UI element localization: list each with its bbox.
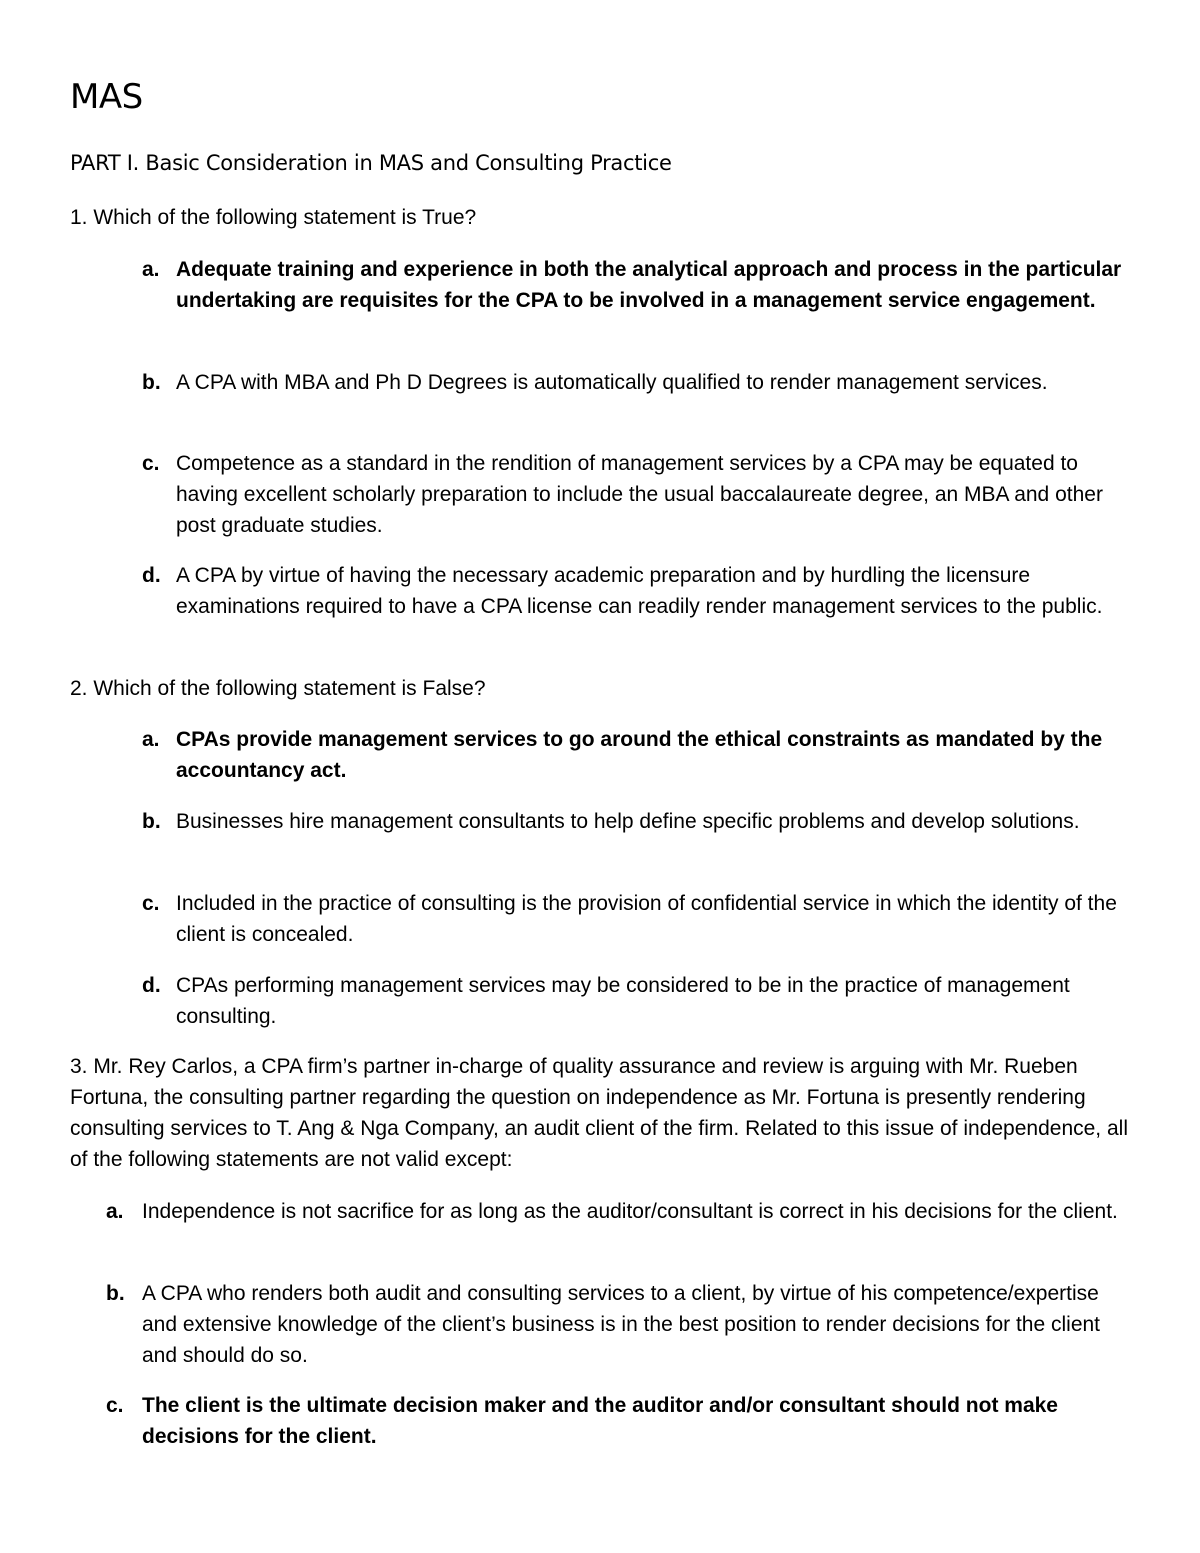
q1-choice-c xyxy=(142,448,1122,541)
choice-text: Adequate training and experience in both the analytical approach and process in the particular undertaking are requisites for the CPA to be involved in a management service engagement. xyxy=(176,258,1122,312)
choice-text: The client is the ultimate decision maker and the auditor and/or consultant should not make decisions for the client. xyxy=(142,1394,1058,1448)
q2-choice-b xyxy=(142,806,1122,837)
choice-text: CPAs provide management services to go around the ethical constraints as mandated by the accountancy act. xyxy=(176,728,1103,782)
q1-choice-d xyxy=(142,560,1122,622)
question-3: 3. Mr. Rey Carlos, a CPA firm’s partner in-charge of quality assurance and review is arguing with Mr. Rueben Fortuna, the consulting partner regarding the question on independence as Mr. Fortuna is presently rendering consulting services to T. Ang & Nga Company, an audit client of the firm. Related to this issue of independence, all of the following statements are not valid except: xyxy=(70,1055,1128,1171)
choice-text: CPAs performing management services may be considered to be in the practice of management consulting. xyxy=(176,974,1070,1028)
choice-text: Competence as a standard in the rendition of management services by a CPA may be equated to having excellent scholarly preparation to include the usual baccalaureate degree, an MBA and other post graduate studies. xyxy=(176,452,1103,537)
choice-letter: d. xyxy=(142,564,161,587)
choice-letter: c. xyxy=(142,452,160,475)
choice-text: Businesses hire management consultants to help define specific problems and develop solutions. xyxy=(176,810,1080,833)
part-heading: PART I. Basic Consideration in MAS and Consulting Practice xyxy=(70,151,672,175)
q1-choice-a xyxy=(142,254,1122,316)
choice-letter: b. xyxy=(142,810,161,833)
q3-choice-b xyxy=(106,1278,1136,1371)
choice-letter: a. xyxy=(106,1200,124,1223)
question-2: 2. Which of the following statement is False? xyxy=(70,677,486,700)
choice-letter: c. xyxy=(142,892,160,915)
q2-choice-a xyxy=(142,724,1122,786)
choice-letter: d. xyxy=(142,974,161,997)
q2-choice-c xyxy=(142,888,1122,950)
choice-text: Included in the practice of consulting is the provision of confidential service in which the identity of the client is concealed. xyxy=(176,892,1117,946)
choice-text: A CPA who renders both audit and consulting services to a client, by virtue of his competence/expertise and extensive knowledge of the client’s business is in the best position to render decisions for the client and should do so. xyxy=(142,1282,1101,1367)
choice-letter: a. xyxy=(142,258,160,281)
choice-letter: a. xyxy=(142,728,160,751)
question-1: 1. Which of the following statement is True? xyxy=(70,206,477,229)
choice-text: A CPA by virtue of having the necessary academic preparation and by hurdling the licensure examinations required to have a CPA license can readily render management services to the public. xyxy=(176,564,1103,618)
choice-text: A CPA with MBA and Ph D Degrees is automatically qualified to render management services. xyxy=(176,371,1048,394)
q1-choice-b xyxy=(142,367,1122,398)
q3-choice-a xyxy=(106,1196,1136,1227)
choice-letter: c. xyxy=(106,1394,124,1417)
choice-text: Independence is not sacrifice for as long as the auditor/consultant is correct in his decisions for the client. xyxy=(142,1200,1118,1223)
choice-letter: b. xyxy=(142,371,161,394)
q3-choice-c xyxy=(106,1390,1136,1452)
q2-choice-d xyxy=(142,970,1122,1032)
choice-letter: b. xyxy=(106,1282,125,1305)
document-title: MAS xyxy=(70,77,143,117)
